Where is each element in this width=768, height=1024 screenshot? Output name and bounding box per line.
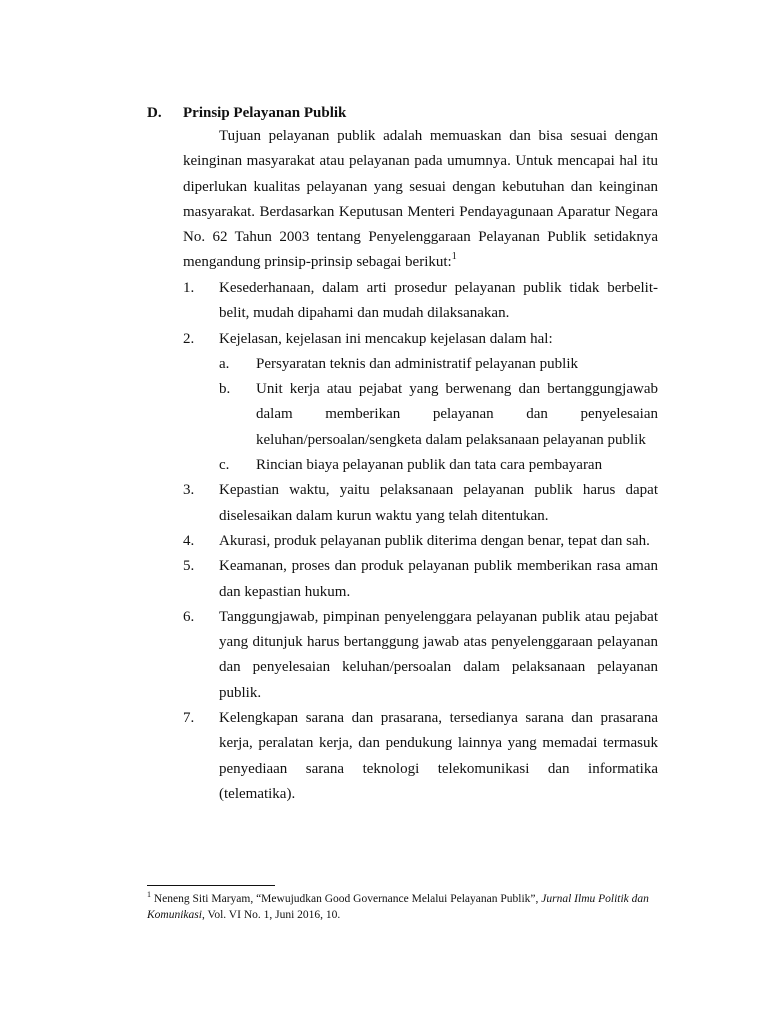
list-item xyxy=(183,554,658,605)
footnote-journal: Jurnal Ilmu Politik dan Komunikasi xyxy=(147,893,649,921)
sub-list-item xyxy=(219,352,658,377)
footnote-details: , Vol. VI No. 1, Juni 2016, 10. xyxy=(201,909,341,921)
section-letter: D. xyxy=(147,105,162,121)
intro-paragraph xyxy=(183,124,658,276)
sub-list-item xyxy=(219,453,658,478)
list-item xyxy=(183,478,658,529)
list-item-text: Tanggungjawab, pimpinan penyelenggara pelayanan publik atau pejabat yang ditunjuk harus bertanggung jawab atas penyelenggaraan pelayanan dan penyelesaian keluhan/persoalan dalam pelaksanaan pelayanan publik. xyxy=(219,608,658,701)
sub-list-item-text: Rincian biaya pelayanan publik dan tata cara pembayaran xyxy=(256,457,603,474)
list-item xyxy=(183,327,658,479)
sub-list-item-text: Unit kerja atau pejabat yang berwenang dan bertanggungjawab dalam memberikan pelayanan dan penyelesaian keluhan/persoalan/sengketa dalam pelaksanaan pelayanan publik xyxy=(256,381,658,448)
list-item-text: Kepastian waktu, yaitu pelaksanaan pelayanan publik harus dapat diselesaikan dalam kurun waktu yang telah ditentukan. xyxy=(219,482,658,524)
sub-list-item-letter: b. xyxy=(219,381,231,398)
list-item-number: 6. xyxy=(183,608,195,625)
list-item-number: 1. xyxy=(183,280,195,296)
list-item-number: 7. xyxy=(183,710,195,727)
list-item-text: Kelengkapan sarana dan prasarana, tersedianya sarana dan prasarana kerja, peralatan kerja, dan pendukung lainnya yang memadai termasuk penyediaan sarana teknologi telekomunikasi dan informatika (telematika). xyxy=(219,710,658,802)
list-item-text: Kesederhanaan, dalam arti prosedur pelayanan publik tidak berbelit-belit, mudah dipahami dan mudah dilaksanakan. xyxy=(219,280,658,322)
sub-list-item xyxy=(219,377,658,453)
list-item-number: 3. xyxy=(183,482,195,499)
list-item xyxy=(183,605,658,706)
list-item xyxy=(183,276,658,327)
list-item-text: Keamanan, proses dan produk pelayanan publik memberikan rasa aman dan kepastian hukum. xyxy=(219,558,658,600)
section-heading xyxy=(147,103,346,123)
footnote-separator xyxy=(147,885,275,886)
footnote-reference[interactable]: 1 xyxy=(451,251,457,263)
list-item-number: 5. xyxy=(183,558,195,575)
sub-list-item-text: Persyaratan teknis dan administratif pelayanan publik xyxy=(256,355,578,372)
list-item-number: 4. xyxy=(183,532,195,549)
list-item xyxy=(183,706,658,807)
list-item-text: Akurasi, produk pelayanan publik diterima dengan benar, tepat dan sah. xyxy=(219,532,650,549)
sub-list-item-letter: a. xyxy=(219,355,230,372)
list-item-number: 2. xyxy=(183,330,195,347)
footnote xyxy=(147,891,667,923)
list-item xyxy=(183,529,658,554)
sub-list-item-letter: c. xyxy=(219,457,230,474)
section-title: Prinsip Pelayanan Publik xyxy=(183,105,347,121)
footnote-author-title: Neneng Siti Maryam, “Mewujudkan Good Governance Melalui Pelayanan Publik”, xyxy=(153,893,539,905)
footnote-marker: 1 xyxy=(147,890,151,900)
principles-list xyxy=(183,276,658,807)
list-item-body xyxy=(219,327,658,479)
list-item-text: Kejelasan, kejelasan ini mencakup kejelasan dalam hal: xyxy=(219,330,553,347)
intro-text: Tujuan pelayanan publik adalah memuaskan dan bisa sesuai dengan keinginan masyarakat atau pelayanan pada umumnya. Untuk mencapai hal itu diperlukan kualitas pelayanan yang sesuai dengan kebutuhan dan keinginan masyarakat. Berdasarkan Keputusan Menteri Pendayagunaan Aparatur Negara No. 62 Tahun 2003 tentang Penyelenggaraan Pelayanan Publik setidaknya mengandung prinsip-prinsip sebagai berikut: xyxy=(183,128,658,271)
